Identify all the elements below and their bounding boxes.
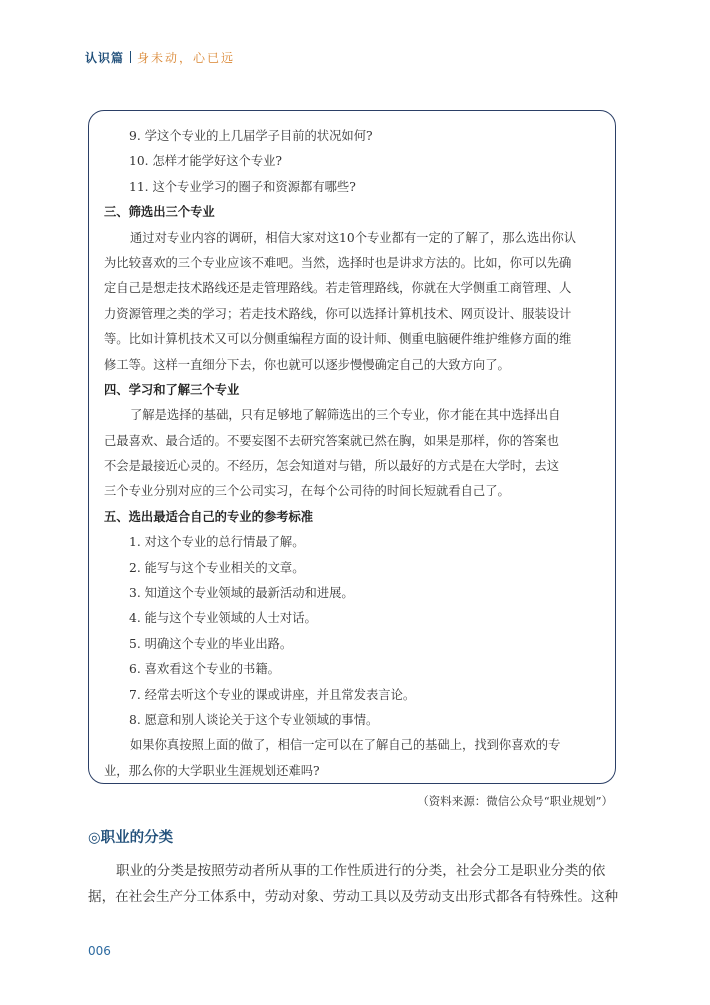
page-number: 006 xyxy=(88,944,111,958)
body-line: 职业的分类是按照劳动者所从事的工作性质进行的分类，社会分工是职业分类的依 xyxy=(116,863,606,879)
question-item: 11. 这个专业学习的圈子和资源都有哪些? xyxy=(129,179,356,194)
section-title-3: 三、筛选出三个专业 xyxy=(104,205,215,220)
running-header xyxy=(85,47,235,67)
criteria-item: 1. 对这个专业的总行情最了解。 xyxy=(129,535,305,550)
criteria-item: 7. 经常去听这个专业的课或讲座，并且常发表言论。 xyxy=(129,687,416,702)
criteria-item: 8. 愿意和别人谈论关于这个专业领域的事情。 xyxy=(129,712,379,727)
paragraph-line: 力资源管理之类的学习；若走技术路线，你可以选择计算机技术、网页设计、服装设计 xyxy=(104,306,572,321)
criteria-item: 5. 明确这个专业的毕业出路。 xyxy=(129,636,293,651)
paragraph-line: 为比较喜欢的三个专业应该不难吧。当然，选择时也是讲求方法的。比如，你可以先确 xyxy=(104,255,572,270)
paragraph-line: 业，那么你的大学职业生涯规划还难吗? xyxy=(104,763,320,778)
section-heading: ◎职业的分类 xyxy=(88,830,174,846)
paragraph-line: 定自己是想走技术路线还是走管理路线。若走管理路线，你就在大学侧重工商管理、人 xyxy=(104,281,572,296)
paragraph-line: 如果你真按照上面的做了，相信一定可以在了解自己的基础上，找到你喜欢的专 xyxy=(130,738,561,753)
question-item: 9. 学这个专业的上几届学子目前的状况如何? xyxy=(129,129,373,143)
paragraph-line: 等。比如计算机技术又可以分侧重编程方面的设计师、侧重电脑硬件维护维修方面的维 xyxy=(104,332,572,347)
info-box-content xyxy=(104,124,604,784)
paragraph-line: 修工等。这样一直细分下去，你也就可以逐步慢慢确定自己的大致方向了。 xyxy=(104,357,510,372)
section-title-4: 四、学习和了解三个专业 xyxy=(104,382,240,397)
criteria-item: 3. 知道这个专业领域的最新活动和进展。 xyxy=(129,586,354,601)
paragraph-line: 不会是最接近心灵的。不经历，怎会知道对与错，所以最好的方式是在大学时，去这 xyxy=(104,459,559,474)
question-item: 10. 怎样才能学好这个专业? xyxy=(129,154,283,169)
paragraph-line: 通过对专业内容的调研，相信大家对这10个专业都有一定的了解了，那么选出你认 xyxy=(130,230,577,245)
criteria-item: 4. 能与这个专业领域的人士对话。 xyxy=(129,611,317,626)
paragraph-line: 三个专业分别对应的三个公司实习，在每个公司待的时间长短就看自己了。 xyxy=(104,484,510,499)
header-separator xyxy=(130,51,131,63)
criteria-item: 2. 能写与这个专业相关的文章。 xyxy=(129,560,305,575)
body-text xyxy=(88,859,620,910)
body-line: 据，在社会生产分工体系中，劳动对象、劳动工具以及劳动支出形式都各有特殊性。这种 xyxy=(88,888,619,905)
paragraph-line: 了解是选择的基础，只有足够地了解筛选出的三个专业，你才能在其中选择出自 xyxy=(130,408,561,423)
source-citation: （资料来源：微信公众号“职业规划”） xyxy=(417,794,613,808)
criteria-item: 6. 喜欢看这个专业的书籍。 xyxy=(129,662,280,677)
header-section: 认识篇 xyxy=(85,50,125,65)
paragraph-line: 己最喜欢、最合适的。不要妄图不去研究答案就已然在胸，如果是那样，你的答案也 xyxy=(104,433,559,448)
header-subtitle: 身未动，心已远 xyxy=(137,50,236,65)
section-title-5: 五、选出最适合自己的专业的参考标准 xyxy=(104,509,314,524)
